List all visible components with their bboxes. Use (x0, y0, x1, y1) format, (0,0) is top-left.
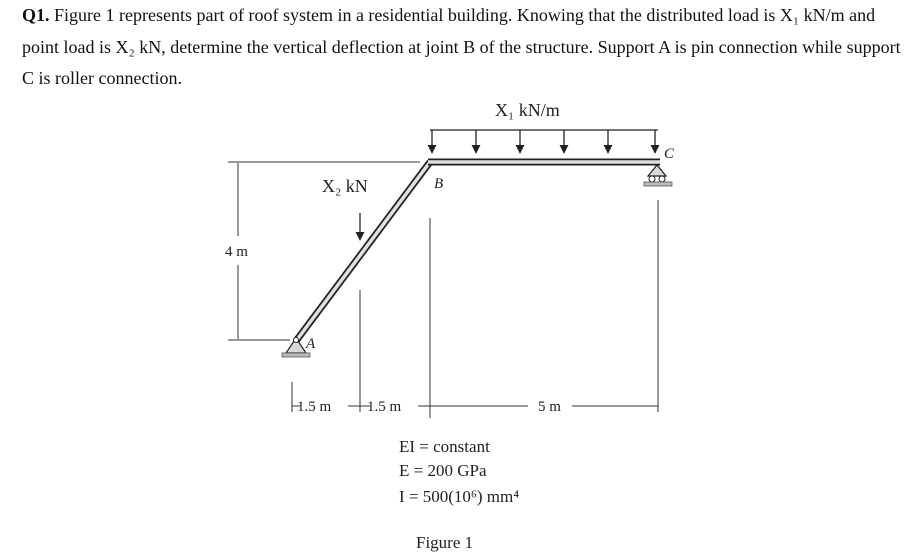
prop-e: E = 200 GPa (399, 461, 487, 480)
figure-caption: Figure 1 (416, 533, 474, 552)
prop-ei: EI = constant (399, 437, 490, 456)
joint-c-label: C (664, 146, 675, 162)
roller-ground (644, 182, 672, 186)
extension-lines (292, 200, 658, 418)
roller-wheel (649, 176, 655, 182)
joint-a-label: A (306, 336, 316, 352)
point-load (322, 176, 368, 240)
horizontal-dimensions (292, 399, 658, 415)
section-properties (399, 437, 519, 506)
roller-triangle (648, 165, 666, 176)
pin-ground (282, 353, 310, 357)
dim-1-label: 1.5 m (297, 399, 332, 415)
point-load-label: X₂ kN (322, 176, 368, 196)
joint-b-label: B (434, 176, 444, 192)
roller-wheel (659, 176, 665, 182)
dim-2-label: 1.5 m (367, 399, 402, 415)
prop-i: I = 500(10⁶) mm⁴ (399, 487, 520, 506)
distributed-load (430, 100, 658, 153)
height-label: 4 m (225, 244, 248, 260)
question-number: Q1. (22, 5, 50, 25)
pin-joint (294, 338, 299, 343)
distributed-load-label: X₁ kN/m (495, 100, 560, 120)
dim-3-label: 5 m (538, 399, 561, 415)
question-body: Figure 1 represents part of roof system in a residential building. Knowing that the distributed load is X₁ kN/m and point load is X₂ kN, determine the vertical deflection at joint B of the structure. Support A is pin connection while support C is roller connection. (22, 5, 901, 88)
roller-support-c (644, 146, 675, 186)
